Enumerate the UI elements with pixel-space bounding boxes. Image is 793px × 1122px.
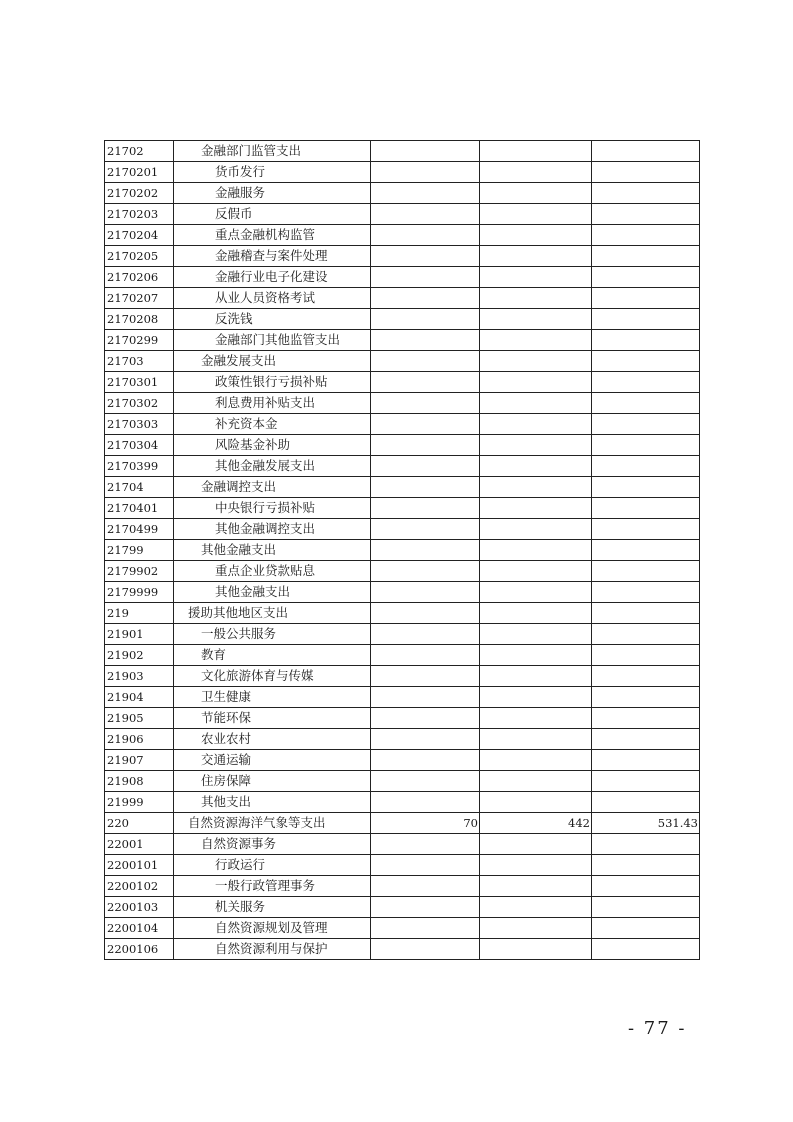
amount-cell-3 (592, 519, 700, 540)
amount-cell-2 (480, 561, 592, 582)
amount-cell-1 (371, 141, 480, 162)
amount-cell-2 (480, 309, 592, 330)
subject-name-cell: 利息费用补贴支出 (174, 393, 371, 414)
amount-cell-3 (592, 330, 700, 351)
amount-cell-3 (592, 141, 700, 162)
table-row (105, 561, 700, 582)
amount-cell-2 (480, 939, 592, 960)
subject-code-cell: 22001 (105, 834, 174, 855)
subject-code-cell: 2200103 (105, 897, 174, 918)
amount-cell-2: 442 (480, 813, 592, 834)
subject-code-cell: 2170203 (105, 204, 174, 225)
table-row (105, 855, 700, 876)
amount-cell-1 (371, 687, 480, 708)
amount-cell-1 (371, 246, 480, 267)
table-row (105, 435, 700, 456)
amount-cell-3 (592, 372, 700, 393)
amount-cell-2 (480, 540, 592, 561)
subject-name-cell: 自然资源利用与保护 (174, 939, 371, 960)
subject-code-cell: 21902 (105, 645, 174, 666)
amount-cell-2 (480, 267, 592, 288)
table-row (105, 666, 700, 687)
amount-cell-3 (592, 729, 700, 750)
subject-code-cell: 21903 (105, 666, 174, 687)
amount-cell-1 (371, 855, 480, 876)
subject-name-cell: 重点企业贷款贴息 (174, 561, 371, 582)
amount-cell-1 (371, 834, 480, 855)
amount-cell-1 (371, 519, 480, 540)
subject-name-cell: 自然资源规划及管理 (174, 918, 371, 939)
table-row (105, 729, 700, 750)
table-row (105, 897, 700, 918)
amount-cell-3 (592, 561, 700, 582)
table-row (105, 645, 700, 666)
amount-cell-1 (371, 792, 480, 813)
amount-cell-3 (592, 897, 700, 918)
amount-cell-2 (480, 141, 592, 162)
subject-name-cell: 其他金融支出 (174, 582, 371, 603)
subject-code-cell: 21702 (105, 141, 174, 162)
subject-code-cell: 2200101 (105, 855, 174, 876)
amount-cell-1 (371, 183, 480, 204)
subject-name-cell: 其他金融支出 (174, 540, 371, 561)
table-row (105, 288, 700, 309)
subject-name-cell: 补充资本金 (174, 414, 371, 435)
subject-name-cell: 一般公共服务 (174, 624, 371, 645)
table-row (105, 141, 700, 162)
amount-cell-3 (592, 771, 700, 792)
subject-name-cell: 金融稽查与案件处理 (174, 246, 371, 267)
amount-cell-3: 531.43 (592, 813, 700, 834)
amount-cell-3 (592, 246, 700, 267)
subject-code-cell: 2170304 (105, 435, 174, 456)
amount-cell-3 (592, 456, 700, 477)
table-row (105, 393, 700, 414)
table-row (105, 351, 700, 372)
amount-cell-3 (592, 582, 700, 603)
amount-cell-1 (371, 876, 480, 897)
amount-cell-3 (592, 876, 700, 897)
table-row (105, 225, 700, 246)
amount-cell-2 (480, 855, 592, 876)
table-row (105, 183, 700, 204)
table-row (105, 876, 700, 897)
table-row (105, 771, 700, 792)
subject-name-cell: 卫生健康 (174, 687, 371, 708)
amount-cell-1 (371, 288, 480, 309)
amount-cell-1 (371, 645, 480, 666)
amount-cell-2 (480, 666, 592, 687)
amount-cell-1 (371, 267, 480, 288)
subject-name-cell: 其他支出 (174, 792, 371, 813)
table-row (105, 918, 700, 939)
subject-name-cell: 交通运输 (174, 750, 371, 771)
subject-name-cell: 金融行业电子化建设 (174, 267, 371, 288)
amount-cell-2 (480, 498, 592, 519)
amount-cell-1 (371, 351, 480, 372)
subject-code-cell: 2170207 (105, 288, 174, 309)
amount-cell-1 (371, 477, 480, 498)
amount-cell-1 (371, 330, 480, 351)
subject-code-cell: 2179999 (105, 582, 174, 603)
subject-code-cell: 2200104 (105, 918, 174, 939)
subject-name-cell: 教育 (174, 645, 371, 666)
subject-name-cell: 自然资源事务 (174, 834, 371, 855)
amount-cell-2 (480, 393, 592, 414)
amount-cell-2 (480, 645, 592, 666)
amount-cell-1 (371, 162, 480, 183)
subject-name-cell: 金融部门监管支出 (174, 141, 371, 162)
amount-cell-3 (592, 162, 700, 183)
subject-code-cell: 2170302 (105, 393, 174, 414)
subject-code-cell: 220 (105, 813, 174, 834)
table-row (105, 540, 700, 561)
amount-cell-2 (480, 624, 592, 645)
table-row (105, 498, 700, 519)
table-row (105, 414, 700, 435)
amount-cell-2 (480, 897, 592, 918)
amount-cell-2 (480, 477, 592, 498)
amount-cell-3 (592, 939, 700, 960)
subject-name-cell: 一般行政管理事务 (174, 876, 371, 897)
amount-cell-1 (371, 393, 480, 414)
amount-cell-1: 70 (371, 813, 480, 834)
amount-cell-3 (592, 183, 700, 204)
amount-cell-3 (592, 666, 700, 687)
subject-name-cell: 金融服务 (174, 183, 371, 204)
amount-cell-1 (371, 603, 480, 624)
amount-cell-3 (592, 204, 700, 225)
subject-code-cell: 2170205 (105, 246, 174, 267)
subject-code-cell: 21905 (105, 708, 174, 729)
subject-code-cell: 2179902 (105, 561, 174, 582)
amount-cell-2 (480, 519, 592, 540)
subject-code-cell: 2170401 (105, 498, 174, 519)
table-body (105, 141, 700, 960)
amount-cell-3 (592, 225, 700, 246)
amount-cell-3 (592, 834, 700, 855)
amount-cell-3 (592, 687, 700, 708)
subject-name-cell: 反洗钱 (174, 309, 371, 330)
amount-cell-3 (592, 435, 700, 456)
table-row (105, 246, 700, 267)
amount-cell-1 (371, 750, 480, 771)
amount-cell-2 (480, 834, 592, 855)
subject-code-cell: 2170208 (105, 309, 174, 330)
amount-cell-2 (480, 288, 592, 309)
subject-code-cell: 21703 (105, 351, 174, 372)
amount-cell-2 (480, 204, 592, 225)
amount-cell-1 (371, 771, 480, 792)
amount-cell-1 (371, 435, 480, 456)
subject-name-cell: 从业人员资格考试 (174, 288, 371, 309)
subject-code-cell: 2170201 (105, 162, 174, 183)
amount-cell-1 (371, 456, 480, 477)
page-number: - 77 - (628, 1018, 687, 1039)
table-row (105, 204, 700, 225)
amount-cell-3 (592, 393, 700, 414)
amount-cell-1 (371, 666, 480, 687)
subject-name-cell: 重点金融机构监管 (174, 225, 371, 246)
table-row (105, 309, 700, 330)
subject-name-cell: 文化旅游体育与传媒 (174, 666, 371, 687)
subject-name-cell: 金融调控支出 (174, 477, 371, 498)
subject-name-cell: 金融发展支出 (174, 351, 371, 372)
amount-cell-2 (480, 582, 592, 603)
subject-name-cell: 反假币 (174, 204, 371, 225)
amount-cell-1 (371, 561, 480, 582)
amount-cell-2 (480, 792, 592, 813)
amount-cell-3 (592, 792, 700, 813)
amount-cell-2 (480, 435, 592, 456)
amount-cell-3 (592, 288, 700, 309)
amount-cell-2 (480, 225, 592, 246)
amount-cell-2 (480, 687, 592, 708)
subject-name-cell: 援助其他地区支出 (174, 603, 371, 624)
subject-code-cell: 21904 (105, 687, 174, 708)
table-row (105, 477, 700, 498)
subject-code-cell: 2170299 (105, 330, 174, 351)
amount-cell-2 (480, 162, 592, 183)
subject-code-cell: 21907 (105, 750, 174, 771)
subject-name-cell: 自然资源海洋气象等支出 (174, 813, 371, 834)
amount-cell-2 (480, 246, 592, 267)
amount-cell-3 (592, 351, 700, 372)
table-row (105, 330, 700, 351)
table-row (105, 687, 700, 708)
amount-cell-3 (592, 918, 700, 939)
amount-cell-3 (592, 750, 700, 771)
subject-code-cell: 21906 (105, 729, 174, 750)
subject-name-cell: 机关服务 (174, 897, 371, 918)
table-row (105, 603, 700, 624)
subject-code-cell: 2170204 (105, 225, 174, 246)
subject-code-cell: 2170303 (105, 414, 174, 435)
subject-code-cell: 21901 (105, 624, 174, 645)
subject-code-cell: 21704 (105, 477, 174, 498)
subject-code-cell: 2170399 (105, 456, 174, 477)
subject-name-cell: 其他金融发展支出 (174, 456, 371, 477)
amount-cell-3 (592, 414, 700, 435)
subject-name-cell: 货币发行 (174, 162, 371, 183)
amount-cell-1 (371, 729, 480, 750)
table-row (105, 162, 700, 183)
table-row (105, 750, 700, 771)
amount-cell-1 (371, 309, 480, 330)
table-row (105, 582, 700, 603)
table-row (105, 813, 700, 834)
amount-cell-1 (371, 204, 480, 225)
subject-code-cell: 2200102 (105, 876, 174, 897)
table-row (105, 708, 700, 729)
table-row (105, 792, 700, 813)
amount-cell-1 (371, 708, 480, 729)
amount-cell-1 (371, 225, 480, 246)
subject-code-cell: 21799 (105, 540, 174, 561)
amount-cell-2 (480, 330, 592, 351)
subject-name-cell: 住房保障 (174, 771, 371, 792)
amount-cell-2 (480, 414, 592, 435)
amount-cell-3 (592, 267, 700, 288)
amount-cell-2 (480, 918, 592, 939)
amount-cell-3 (592, 624, 700, 645)
table-row (105, 519, 700, 540)
subject-code-cell: 219 (105, 603, 174, 624)
amount-cell-1 (371, 498, 480, 519)
amount-cell-3 (592, 498, 700, 519)
amount-cell-3 (592, 309, 700, 330)
subject-name-cell: 政策性银行亏损补贴 (174, 372, 371, 393)
amount-cell-2 (480, 372, 592, 393)
subject-name-cell: 其他金融调控支出 (174, 519, 371, 540)
table-row (105, 834, 700, 855)
subject-code-cell: 2170499 (105, 519, 174, 540)
amount-cell-2 (480, 876, 592, 897)
amount-cell-2 (480, 750, 592, 771)
subject-name-cell: 节能环保 (174, 708, 371, 729)
subject-code-cell: 2200106 (105, 939, 174, 960)
subject-name-cell: 中央银行亏损补贴 (174, 498, 371, 519)
amount-cell-1 (371, 897, 480, 918)
table-row (105, 939, 700, 960)
table-row (105, 624, 700, 645)
amount-cell-1 (371, 624, 480, 645)
amount-cell-3 (592, 540, 700, 561)
subject-name-cell: 金融部门其他监管支出 (174, 330, 371, 351)
amount-cell-2 (480, 771, 592, 792)
amount-cell-1 (371, 918, 480, 939)
amount-cell-2 (480, 183, 592, 204)
amount-cell-2 (480, 603, 592, 624)
amount-cell-1 (371, 939, 480, 960)
amount-cell-2 (480, 729, 592, 750)
subject-name-cell: 行政运行 (174, 855, 371, 876)
subject-code-cell: 21908 (105, 771, 174, 792)
table-row (105, 456, 700, 477)
subject-code-cell: 2170301 (105, 372, 174, 393)
table-row (105, 267, 700, 288)
amount-cell-1 (371, 372, 480, 393)
amount-cell-3 (592, 477, 700, 498)
table-row (105, 372, 700, 393)
amount-cell-1 (371, 414, 480, 435)
subject-name-cell: 风险基金补助 (174, 435, 371, 456)
subject-code-cell: 21999 (105, 792, 174, 813)
amount-cell-3 (592, 645, 700, 666)
amount-cell-2 (480, 351, 592, 372)
amount-cell-3 (592, 855, 700, 876)
amount-cell-2 (480, 708, 592, 729)
amount-cell-3 (592, 603, 700, 624)
amount-cell-3 (592, 708, 700, 729)
amount-cell-1 (371, 540, 480, 561)
subject-code-cell: 2170202 (105, 183, 174, 204)
amount-cell-1 (371, 582, 480, 603)
amount-cell-2 (480, 456, 592, 477)
subject-name-cell: 农业农村 (174, 729, 371, 750)
subject-code-cell: 2170206 (105, 267, 174, 288)
budget-table (104, 140, 700, 960)
